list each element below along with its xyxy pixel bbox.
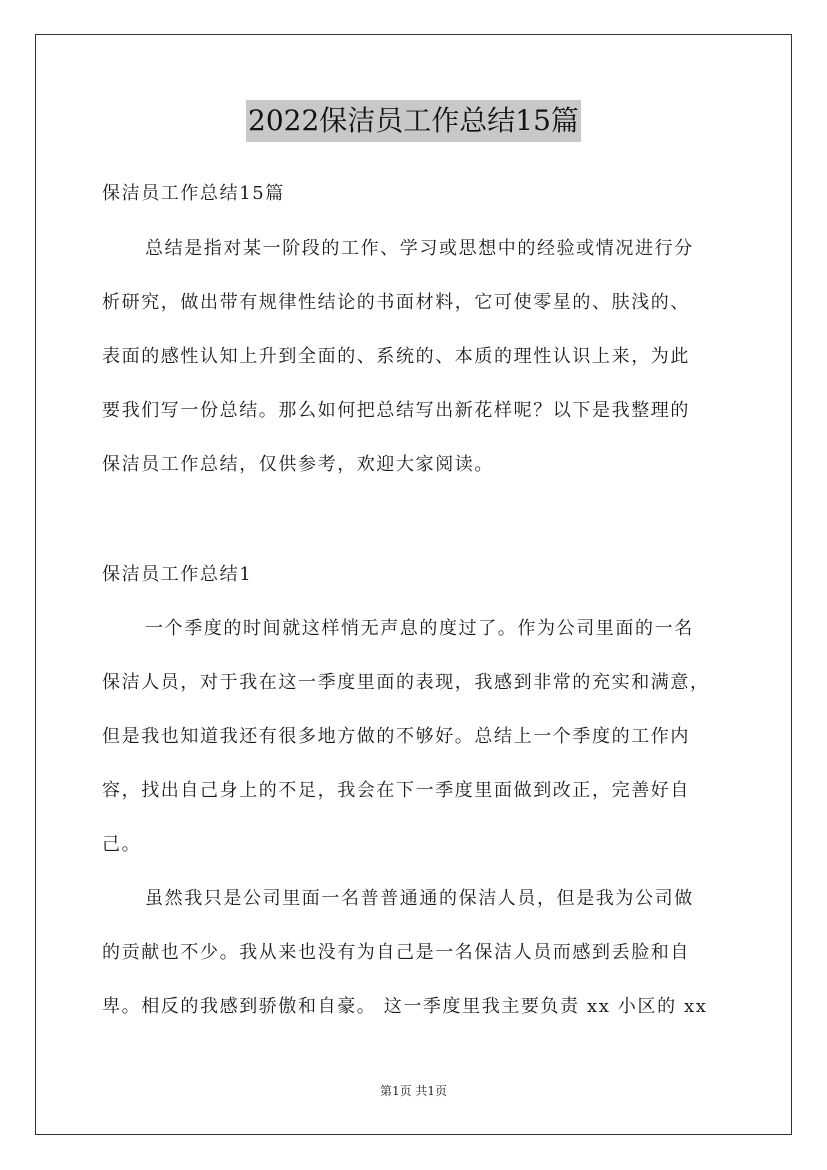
paragraph-line: 保洁人员，对于我在这一季度里面的表现，我感到非常的充实和满意， <box>102 672 710 693</box>
intro-line: 要我们写一份总结。那么如何把总结写出新花样呢？以下是我整理的 <box>102 400 690 421</box>
section-heading: 保洁员工作总结1 <box>102 564 253 585</box>
page-footer: 第1页 共1页 <box>379 1084 448 1098</box>
intro-line: 表面的感性认知上升到全面的、系统的、本质的理性认识上来，为此 <box>102 346 690 367</box>
paragraph-line: 虽然我只是公司里面一名普普通通的保洁人员，但是我为公司做 <box>145 888 694 909</box>
paragraph-line: 卑。相反的我感到骄傲和自豪。 这一季度里我主要负责 xx 小区的 xx <box>102 996 708 1017</box>
paragraph-line: 己。 <box>102 834 142 855</box>
intro-line: 保洁员工作总结，仅供参考，欢迎大家阅读。 <box>102 454 494 475</box>
paragraph-line: 一个季度的时间就这样悄无声息的度过了。作为公司里面的一名 <box>145 618 694 639</box>
intro-line: 总结是指对某一阶段的工作、学习或思想中的经验或情况进行分 <box>145 238 694 259</box>
document-title: 2022保洁员工作总结15篇 <box>246 100 581 142</box>
paragraph-line: 的贡献也不少。我从来也没有为自己是一名保洁人员而感到丢脸和自 <box>102 942 690 963</box>
title-container <box>0 100 827 142</box>
intro-line: 析研究，做出带有规律性结论的书面材料，它可使零星的、肤浅的、 <box>102 292 690 313</box>
subtitle: 保洁员工作总结15篇 <box>102 183 285 204</box>
paragraph-line: 但是我也知道我还有很多地方做的不够好。总结上一个季度的工作内 <box>102 726 690 747</box>
paragraph-line: 容，找出自己身上的不足，我会在下一季度里面做到改正，完善好自 <box>102 780 690 801</box>
